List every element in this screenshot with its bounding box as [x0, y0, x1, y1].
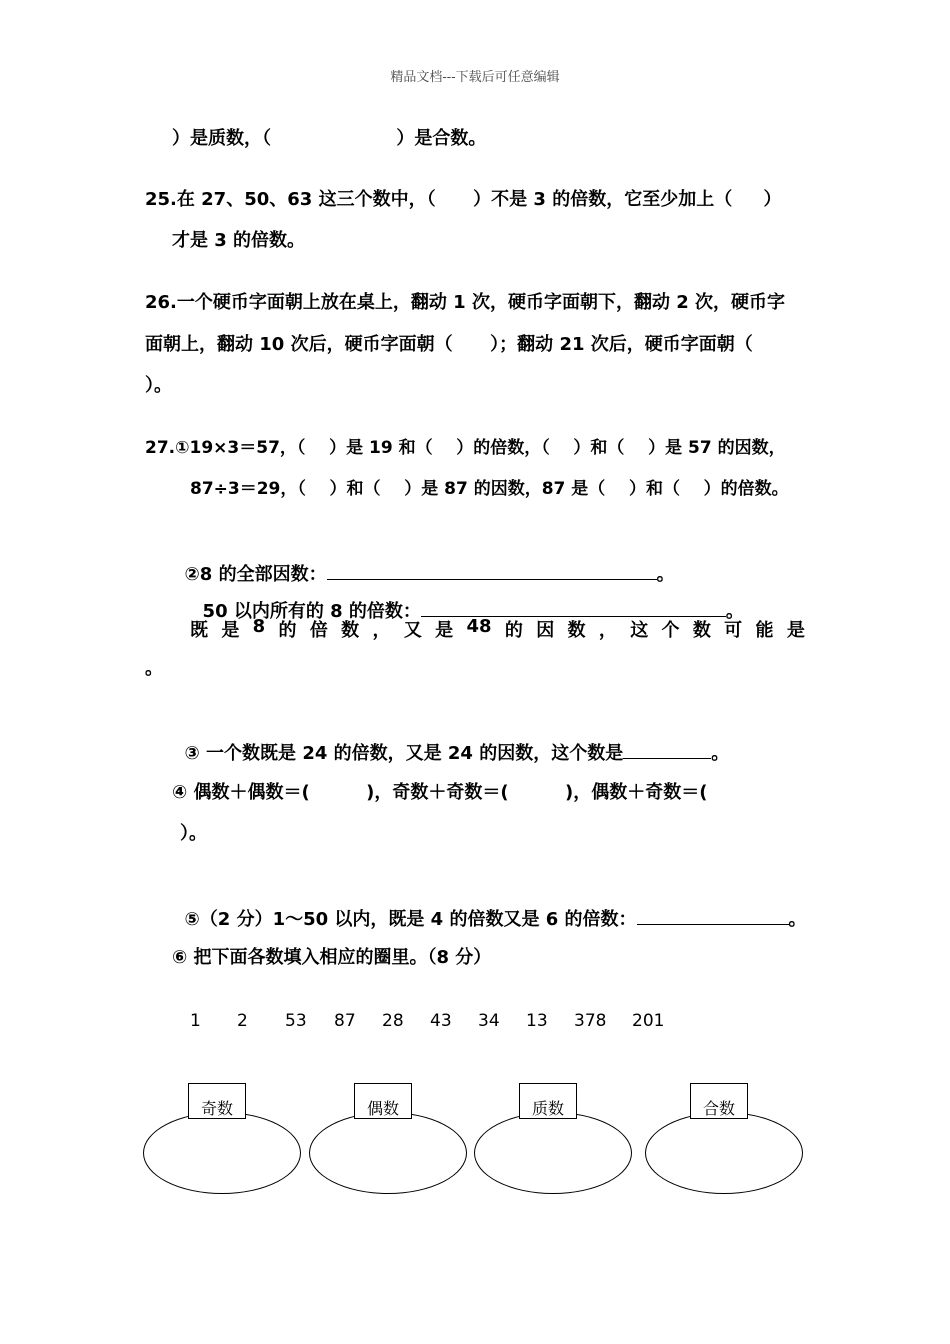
question-24-tail: ）是质数，（ ）是合数。	[172, 128, 487, 149]
justified-char: ，	[598, 620, 617, 641]
odd-numbers-circle[interactable]	[143, 1112, 301, 1194]
even-numbers-circle[interactable]	[309, 1112, 467, 1194]
justified-char: 是	[435, 620, 454, 641]
question-27-part2-both	[190, 616, 805, 642]
question-25-line2: 才是 3 的倍数。	[172, 230, 306, 251]
justified-char: 数	[341, 620, 360, 641]
part3-text: ③ 一个数既是 24 的倍数，又是 24 的因数，这个数是	[184, 743, 624, 764]
question-25-line1: 25.在 27、50、63 这三个数中，（ ）不是 3 的倍数，它至少加上（ ）	[145, 189, 782, 210]
page-header: 精品文档---下载后可任意编辑	[390, 70, 560, 85]
number-item: 201	[632, 1011, 665, 1031]
number-item: 1	[190, 1011, 201, 1031]
composite-numbers-circle[interactable]	[645, 1112, 803, 1194]
question-27-part1-line2: 87÷3＝29，（ ）和（ ）是 87 的因数，87 是（ ）和（ ）的倍数。	[190, 479, 789, 499]
justified-char: 这	[630, 620, 649, 641]
question-27-part3	[172, 720, 729, 765]
justified-char: 数	[692, 620, 711, 641]
multiples-answer-blank[interactable]	[421, 600, 726, 617]
part3-end: 。	[711, 743, 730, 764]
justified-char: 因	[536, 620, 555, 641]
multiples-label: 50 以内所有的 8 的倍数：	[202, 601, 421, 622]
question-27-part6: ⑥ 把下面各数填入相应的圈里。（8 分）	[172, 947, 492, 968]
question-27-part4-line2: ）。	[180, 823, 207, 844]
justified-char: 数	[567, 620, 586, 641]
number-item: 53	[285, 1011, 307, 1031]
question-27-part1-line1: 27.①19×3＝57，（ ）是 19 和（ ）的倍数，（ ）和（ ）是 57 的因数，	[145, 438, 786, 458]
part5-end: 。	[788, 909, 807, 930]
justified-char: 8	[252, 616, 266, 637]
question-27-part5	[172, 886, 807, 931]
question-27-part4-line1: ④ 偶数＋偶数＝( )，奇数＋奇数＝( )，偶数＋奇数＝(	[172, 782, 708, 803]
factors-label: ②8 的全部因数：	[184, 564, 327, 585]
justified-char: 的	[278, 620, 297, 641]
justified-char: 可	[724, 620, 743, 641]
question-27-part2-end: 。	[145, 658, 163, 679]
justified-char: 个	[661, 620, 680, 641]
number-item: 87	[334, 1011, 356, 1031]
prime-numbers-circle[interactable]	[474, 1112, 632, 1194]
question-26-line3: ）。	[145, 375, 172, 396]
factors-end: 。	[656, 564, 675, 585]
multiples-end: 。	[725, 601, 744, 622]
justified-char: ，	[372, 620, 391, 641]
justified-char: 是	[221, 620, 240, 641]
justified-char: 又	[403, 620, 422, 641]
composite-numbers-label: 合数	[690, 1083, 748, 1119]
number-item: 13	[526, 1011, 548, 1031]
justified-char: 既	[190, 620, 208, 641]
even-numbers-label: 偶数	[354, 1083, 412, 1119]
justified-char: 的	[504, 620, 523, 641]
number-item: 34	[478, 1011, 500, 1031]
justified-char: 倍	[309, 620, 328, 641]
odd-numbers-label: 奇数	[188, 1083, 246, 1119]
justified-char: 能	[755, 620, 774, 641]
prime-numbers-label: 质数	[519, 1083, 577, 1119]
justified-char: 是	[786, 620, 805, 641]
part5-text: ⑤（2 分）1～50 以内，既是 4 的倍数又是 6 的倍数：	[184, 909, 637, 930]
number-item: 2	[237, 1011, 248, 1031]
part5-answer-blank[interactable]	[637, 908, 789, 925]
number-item: 378	[574, 1011, 607, 1031]
question-26-line1: 26.一个硬币字面朝上放在桌上，翻动 1 次，硬币字面朝下，翻动 2 次，硬币字	[145, 292, 785, 313]
number-item: 43	[430, 1011, 452, 1031]
number-item: 28	[382, 1011, 404, 1031]
part3-answer-blank[interactable]	[623, 742, 711, 759]
justified-char: 48	[466, 616, 492, 637]
question-26-line2: 面朝上，翻动 10 次后，硬币字面朝（ ）；翻动 21 次后，硬币字面朝（	[145, 334, 753, 355]
